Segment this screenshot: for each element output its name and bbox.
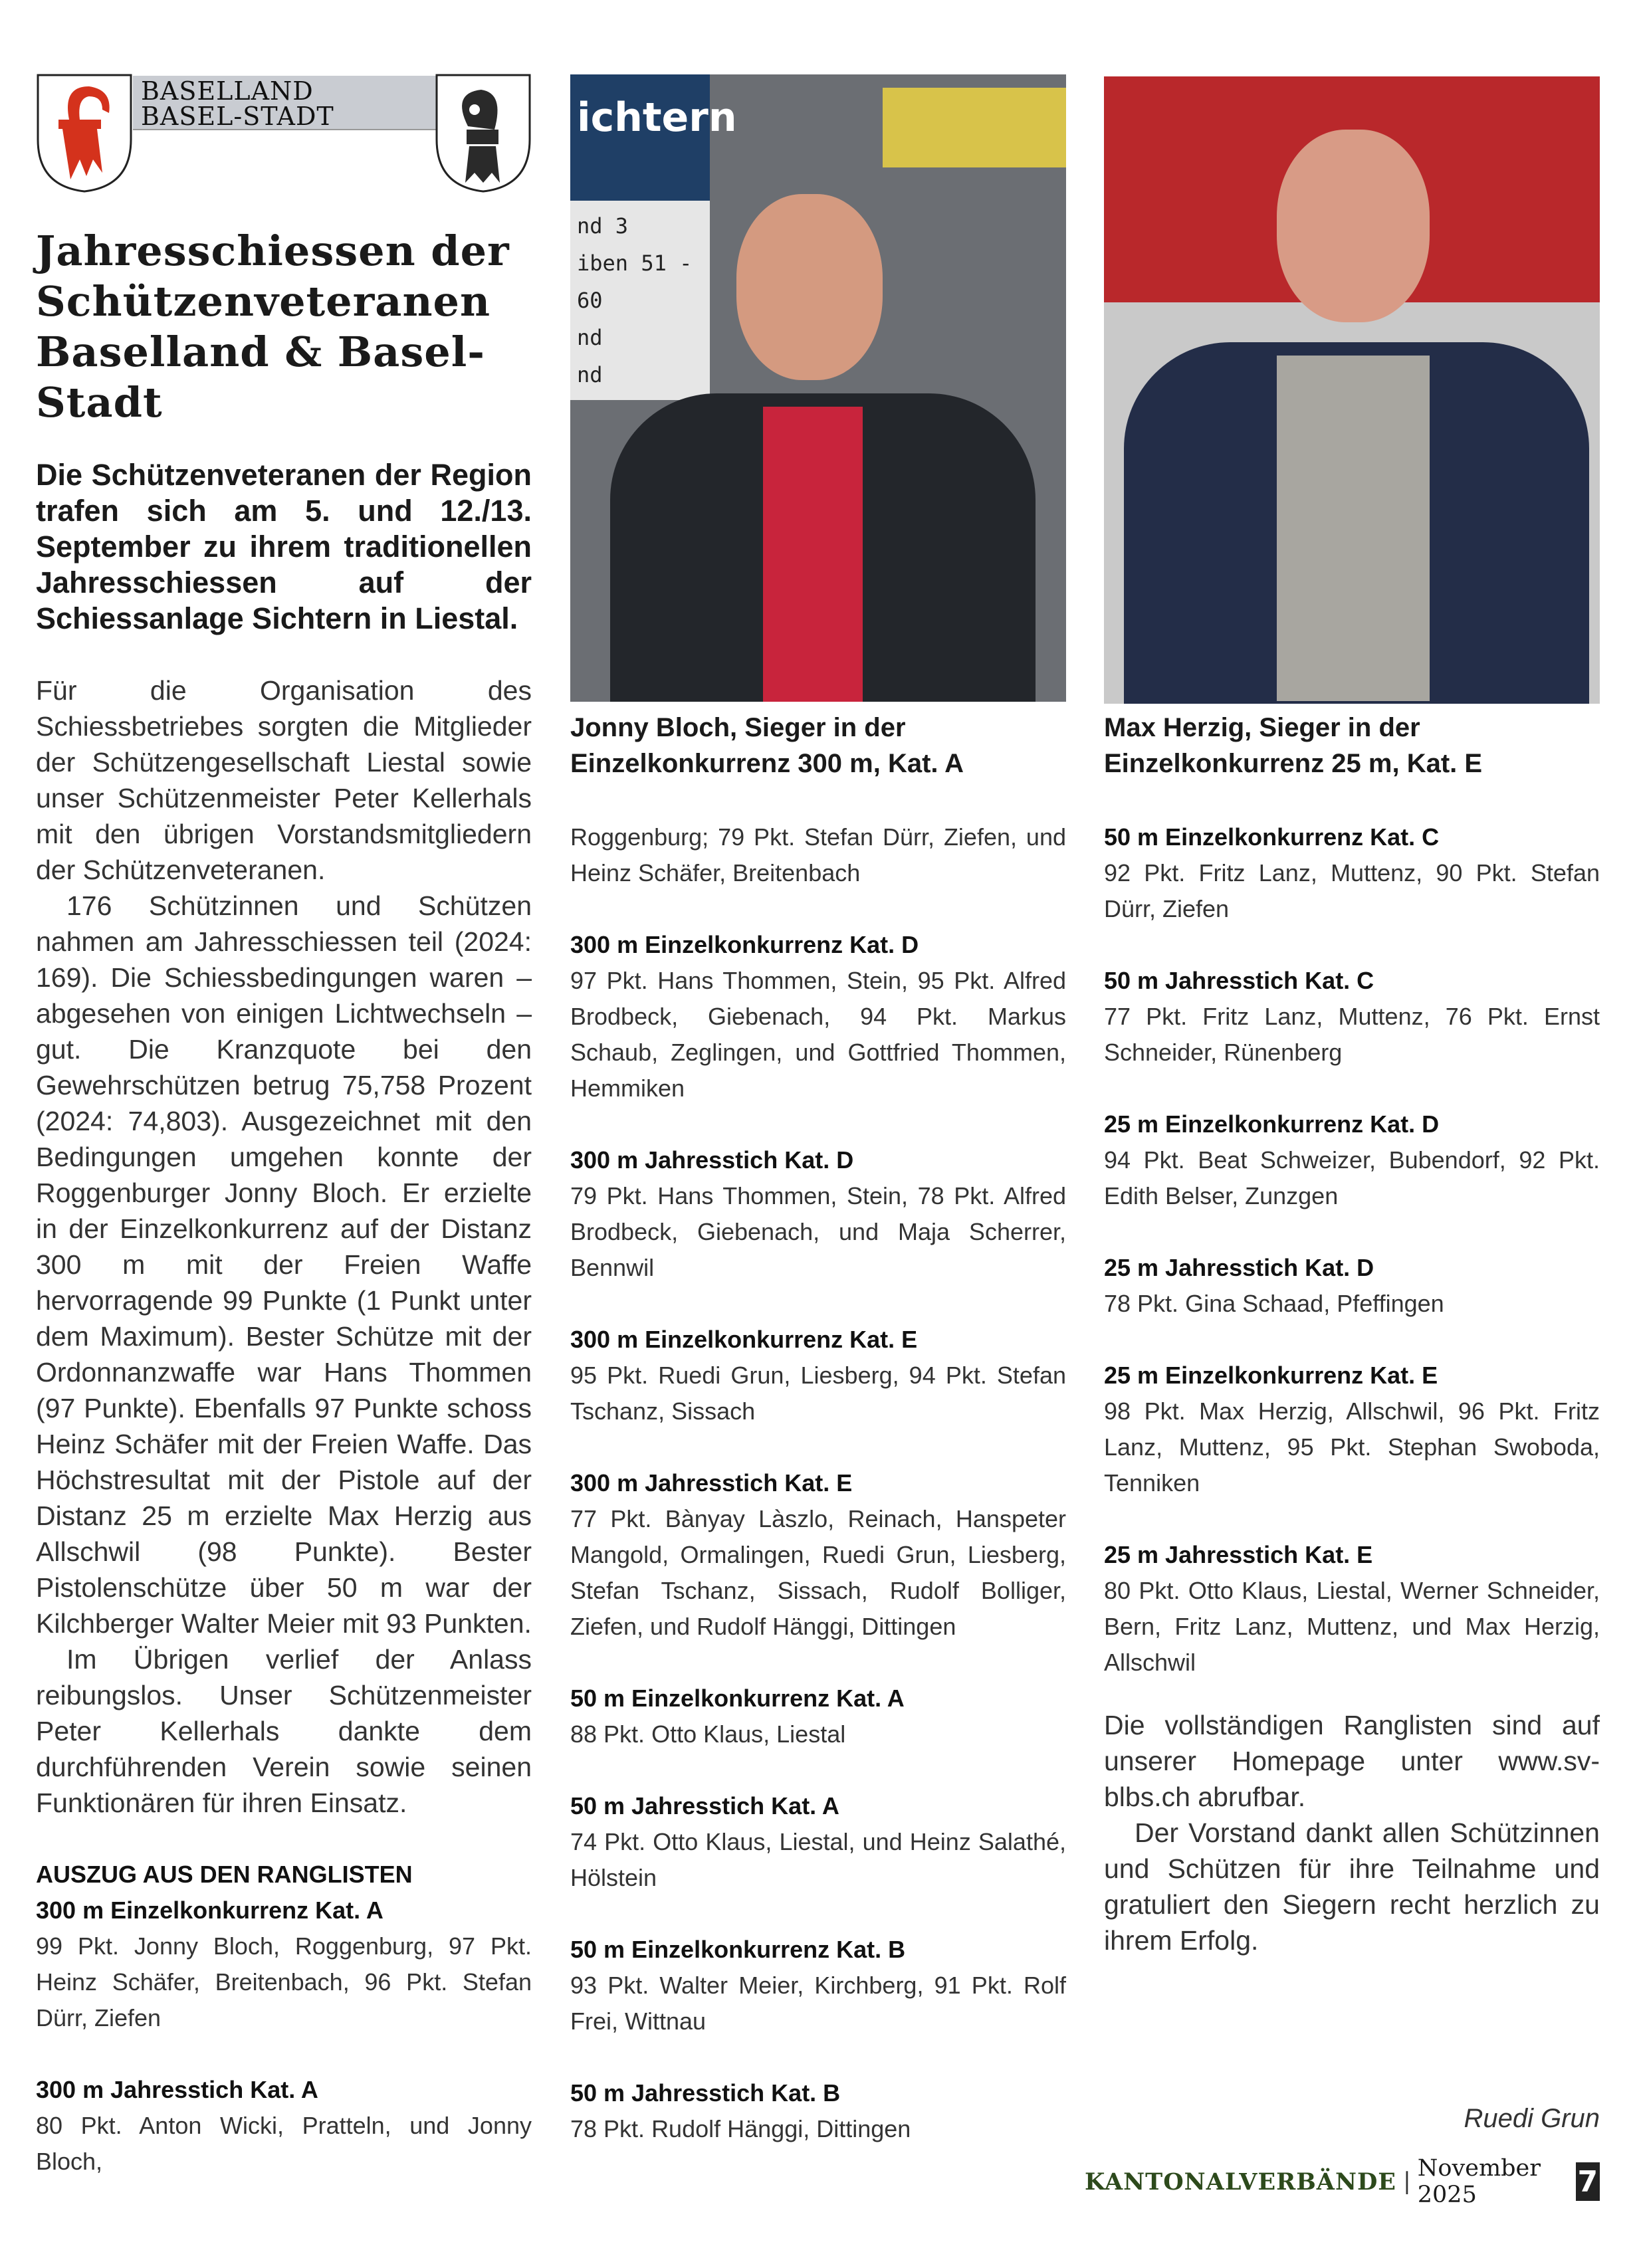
ranking-text: 93 Pkt. Walter Meier, Kirchberg, 91 Pkt. Rolf Frei, Wittnau (570, 1972, 1066, 2035)
body-paragraph: 176 Schützinnen und Schützen nahmen am Jahresschiessen teil (2024: 169). Die Schiessbedingungen waren – abgesehen von einigen Lichtwechseln – gut. Die Kranzquote bei den Gewehrschützen betrug 75,758 Prozent (2024: 74,803). Ausgezeichnet mit den Bedingungen umgehen konnte der Roggenburger Jonny Bloch. Er erzielte in der Einzelkonkurrenz auf der Distanz 300 m mit der Freien Waffe hervorragende 99 Punkte (1 Punkt unter dem Maximum). Bester Schütze mit der Ordonnanzwaffe war Hans Thommen (97 Punkte). Ebenfalls 97 Punkte schoss Heinz Schäfer mit der Freien Waffe. Das Höchstresultat mit der Pistole auf der Distanz 25 m erzielte Max Herzig aus Allschwil (98 Punkte). Bester Pistolenschütze über 50 m war der Kilchberger Walter Meier mit 93 Punkten. (36, 890, 532, 1639)
ranking-heading: 300 m Einzelkonkurrenz Kat. D (570, 931, 919, 958)
ranking-text: 77 Pkt. Bànyay Làszlo, Reinach, Hanspeter Mangold, Ormalingen, Ruedi Grun, Liesberg, Stefan Tschanz, Sissach, Rudolf Bolliger, Ziefen, und Rudolf Hänggi, Dittingen (570, 1505, 1066, 1640)
ranking-heading: 25 m Einzelkonkurrenz Kat. E (1104, 1362, 1438, 1389)
ranking-text: 97 Pkt. Hans Thommen, Stein, 95 Pkt. Alfred Brodbeck, Giebenach, 94 Pkt. Markus Schaub, Zeglingen, und Gottfried Thommen, Hemmiken (570, 967, 1066, 1102)
ranking-heading: 25 m Einzelkonkurrenz Kat. D (1104, 1110, 1440, 1138)
region-banner (133, 76, 469, 130)
photo-jonny-bloch (570, 74, 1066, 702)
ranking-text: 78 Pkt. Rudolf Hänggi, Dittingen (570, 2115, 911, 2142)
photo-sign: ichtern (570, 74, 710, 201)
sign-line: nd (577, 362, 603, 387)
header-logo (36, 73, 532, 193)
ranking-text: 74 Pkt. Otto Klaus, Liestal, und Heinz Salathé, Hölstein (570, 1828, 1066, 1891)
photo-sign-board (570, 201, 710, 400)
photo-caption: Jonny Bloch, Sieger in der Einzelkonkurrenz 300 m, Kat. A (570, 713, 964, 778)
ranking-text: 88 Pkt. Otto Klaus, Liestal (570, 1720, 846, 1748)
rankings-col3 (1104, 819, 1600, 1958)
ranking-text: 79 Pkt. Hans Thommen, Stein, 78 Pkt. Alfred Brodbeck, Giebenach, und Maja Scherrer, Bennwil (570, 1182, 1066, 1281)
ranking-heading: 50 m Einzelkonkurrenz Kat. A (570, 1685, 905, 1712)
ranking-heading: 300 m Jahresstich Kat. A (36, 2076, 318, 2103)
article-lead: Die Schützenveteranen der Region trafen sich am 5. und 12./13. September zu ihrem traditionellen Jahresschiessen auf der Schiessanlage Sichtern in Liestal. (36, 458, 532, 635)
ranking-heading: 25 m Jahresstich Kat. E (1104, 1541, 1373, 1568)
banner-line-1: BASELLAND (141, 76, 314, 106)
sign-line: nd (577, 325, 603, 350)
baselland-coat-of-arms-icon (36, 73, 133, 193)
ranking-heading: 50 m Jahresstich Kat. A (570, 1792, 839, 1819)
ranking-text: 78 Pkt. Gina Schaad, Pfeffingen (1104, 1290, 1444, 1317)
ranking-text: 80 Pkt. Otto Klaus, Liestal, Werner Schneider, Bern, Fritz Lanz, Muttenz, und Max Herzig, Allschwil (1104, 1577, 1600, 1676)
rankings-col2 (570, 819, 1066, 2147)
ranking-heading: 50 m Jahresstich Kat. C (1104, 967, 1374, 994)
ranking-heading: 300 m Einzelkonkurrenz Kat. E (570, 1326, 918, 1353)
ranking-heading: 25 m Jahresstich Kat. D (1104, 1254, 1374, 1281)
body-paragraph: Im Übrigen verlief der Anlass reibungslos. Unser Schützenmeister Peter Kellerhals dankte dem durchführenden Verein sowie seinen Funktionären für ihren Einsatz. (36, 1644, 532, 1818)
ranking-text: 95 Pkt. Ruedi Grun, Liesberg, 94 Pkt. Stefan Tschanz, Sissach (570, 1362, 1066, 1425)
ranking-text: 80 Pkt. Anton Wicki, Pratteln, und Jonny Bloch, (36, 2112, 532, 2175)
banner-line-2: BASEL-STADT (141, 102, 334, 131)
rankings-title: AUSZUG AUS DEN RANGLISTEN (36, 1861, 413, 1888)
footer-section: KANTONALVERBÄNDE (1085, 2168, 1396, 2196)
ranking-text: 77 Pkt. Fritz Lanz, Muttenz, 76 Pkt. Ernst Schneider, Rünenberg (1104, 1003, 1600, 1066)
ranking-text: 99 Pkt. Jonny Bloch, Roggenburg, 97 Pkt. Heinz Schäfer, Breitenbach, 96 Pkt. Stefan Dürr, Ziefen (36, 1932, 532, 2031)
ranking-text: 92 Pkt. Fritz Lanz, Muttenz, 90 Pkt. Stefan Dürr, Ziefen (1104, 859, 1600, 922)
author: Ruedi Grun (1464, 2104, 1600, 2133)
closing-text (1104, 1707, 1600, 1958)
ranking-heading: 300 m Jahresstich Kat. E (570, 1469, 853, 1496)
ranking-heading: 50 m Einzelkonkurrenz Kat. C (1104, 823, 1440, 851)
sign-line: nd 3 (577, 213, 629, 239)
sign-line: iben 51 - 60 (577, 251, 693, 313)
photo-caption: Max Herzig, Sieger in der Einzelkonkurrenz 25 m, Kat. E (1104, 713, 1483, 778)
footer-date: November 2025 (1417, 2155, 1541, 2208)
ranking-text: 98 Pkt. Max Herzig, Allschwil, 96 Pkt. Fritz Lanz, Muttenz, 95 Pkt. Stephan Swoboda, Tenniken (1104, 1397, 1600, 1496)
photo-max-herzig (1104, 76, 1600, 704)
ranking-heading: 50 m Einzelkonkurrenz Kat. B (570, 1936, 906, 1963)
rankings-col1 (36, 1857, 532, 2180)
closing-paragraph: Der Vorstand dankt allen Schützinnen und Schützen für ihre Teilnahme und gratuliert den Siegern recht herzlich zu ihrem Erfolg. (1104, 1817, 1600, 1956)
ranking-heading: 300 m Einzelkonkurrenz Kat. A (36, 1897, 383, 1924)
basel-stadt-coat-of-arms-icon (435, 73, 532, 193)
article-title: Jahresschiessen der Schützenveteranen Baselland & Basel-Stadt (36, 227, 510, 427)
ranking-heading: 300 m Jahresstich Kat. D (570, 1146, 854, 1174)
ranking-text: 94 Pkt. Beat Schweizer, Bubendorf, 92 Pkt. Edith Belser, Zunzgen (1104, 1146, 1600, 1209)
ranking-text: Roggenburg; 79 Pkt. Stefan Dürr, Ziefen, und Heinz Schäfer, Breitenbach (570, 823, 1066, 886)
closing-paragraph: Die vollständigen Ranglisten sind auf unserer Homepage unter www.sv-blbs.ch abrufbar. (1104, 1710, 1600, 1812)
ranking-heading: 50 m Jahresstich Kat. B (570, 2079, 841, 2107)
article-body (36, 672, 532, 2180)
page-footer: KANTONALVERBÄNDE | November 2025 7 (1085, 2158, 1600, 2205)
body-paragraph: Für die Organisation des Schiessbetriebes sorgten die Mitglieder der Schützengesellschaft Liestal sowie unser Schützenmeister Peter Kellerhals mit den übrigen Vorstandsmitgliedern der Schützenveteranen. (36, 675, 532, 885)
page-number: 7 (1576, 2162, 1600, 2201)
